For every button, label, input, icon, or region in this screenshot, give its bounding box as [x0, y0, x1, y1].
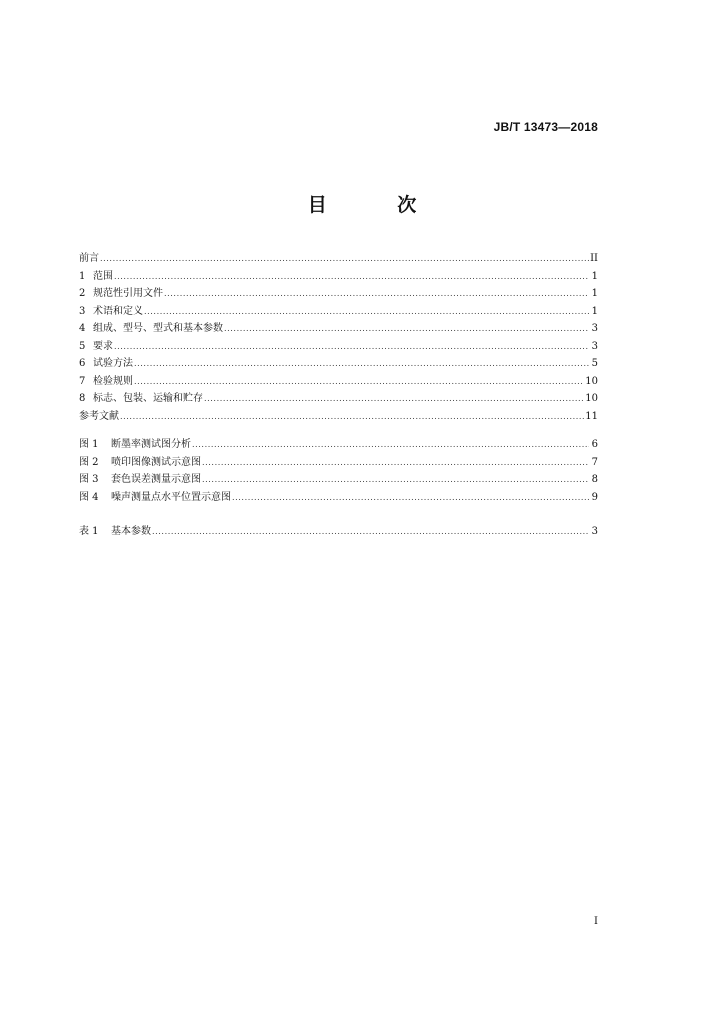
toc-entry-number: 7 — [79, 375, 86, 387]
toc-entry-title: 标志、包装、运输和贮存 — [93, 393, 203, 404]
toc-entry-number: 8 — [79, 393, 86, 404]
figure-title: 噪声测量点水平位置示意图 — [111, 491, 231, 503]
figure-number: 图 2 — [79, 456, 99, 468]
dot-leader — [224, 320, 589, 338]
dot-leader — [134, 355, 589, 373]
toc-figure-4[interactable] — [79, 489, 598, 507]
toc-entry-page: 3 — [591, 323, 598, 334]
toc-entry-title: 要求 — [93, 340, 113, 352]
dot-leader — [134, 373, 584, 391]
toc-entry-page: 1 — [591, 305, 598, 317]
toc-entry-number: 4 — [79, 323, 86, 334]
toc-entry-page: 1 — [591, 288, 598, 299]
toc-main-list — [79, 250, 598, 425]
toc-entry-page: 10 — [585, 375, 598, 387]
toc-entry-page: 3 — [591, 340, 598, 352]
figure-title: 喷印图像测试示意图 — [111, 456, 201, 468]
toc-figure-3[interactable] — [79, 471, 598, 489]
toc-entry-4[interactable] — [79, 320, 598, 338]
standard-code: JB/T 13473—2018 — [493, 120, 598, 134]
toc-entry-8[interactable] — [79, 390, 598, 408]
dot-leader — [152, 523, 589, 541]
table-page: 3 — [591, 526, 598, 537]
figure-page: 6 — [591, 439, 598, 450]
toc-entry-title: 检验规则 — [93, 375, 133, 387]
toc-entry-title: 参考文献 — [79, 410, 119, 422]
figure-page: 9 — [591, 491, 598, 503]
toc-entry-2[interactable] — [79, 285, 598, 303]
toc-figures-list — [79, 436, 598, 506]
figure-number: 图 1 — [79, 439, 99, 450]
toc-entry-title: 试验方法 — [93, 358, 133, 369]
toc-entry-number: 6 — [79, 358, 86, 369]
dot-leader — [144, 303, 589, 321]
figure-title: 套色误差测量示意图 — [111, 474, 201, 485]
toc-figure-2[interactable] — [79, 454, 598, 472]
toc-entry-page: II — [590, 253, 598, 264]
dot-leader — [164, 285, 589, 303]
table-number: 表 1 — [79, 526, 99, 537]
toc-entry-6[interactable] — [79, 355, 598, 373]
toc-entry-references[interactable] — [79, 408, 598, 426]
toc-figure-1[interactable] — [79, 436, 598, 454]
dot-leader — [120, 408, 584, 426]
toc-entry-3[interactable] — [79, 303, 598, 321]
toc-table-1[interactable] — [79, 523, 598, 541]
toc-entry-title: 范围 — [93, 270, 113, 282]
toc-entry-title: 前言 — [79, 253, 99, 264]
toc-entry-foreword[interactable] — [79, 250, 598, 268]
figure-page: 8 — [591, 474, 598, 485]
figure-page: 7 — [591, 456, 598, 468]
dot-leader — [202, 454, 589, 472]
toc-entry-page: 10 — [585, 393, 598, 404]
dot-leader — [204, 390, 584, 408]
toc-tables-list — [79, 523, 598, 541]
toc-entry-number: 3 — [79, 305, 86, 317]
toc-entry-title: 术语和定义 — [93, 305, 143, 317]
table-title: 基本参数 — [111, 526, 151, 537]
toc-entry-number: 5 — [79, 340, 86, 352]
footer-page-number: I — [594, 916, 598, 927]
dot-leader — [192, 436, 589, 454]
toc-entry-number: 2 — [79, 288, 86, 299]
dot-leader — [114, 338, 589, 356]
toc-entry-title: 规范性引用文件 — [93, 288, 163, 299]
dot-leader — [100, 250, 589, 268]
toc-entry-5[interactable] — [79, 338, 598, 356]
figure-number: 图 4 — [79, 491, 99, 503]
toc-entry-page: 11 — [585, 410, 598, 422]
dot-leader — [232, 489, 589, 507]
toc-entry-page: 5 — [591, 358, 598, 369]
page-title: 目 次 — [307, 194, 449, 216]
figure-number: 图 3 — [79, 474, 99, 485]
figure-title: 断墨率测试图分析 — [111, 439, 191, 450]
toc-entry-1[interactable] — [79, 268, 598, 286]
dot-leader — [114, 268, 589, 286]
toc-entry-number: 1 — [79, 270, 86, 282]
toc-entry-page: 1 — [591, 270, 598, 282]
dot-leader — [202, 471, 589, 489]
toc-entry-title: 组成、型号、型式和基本参数 — [93, 323, 223, 334]
toc-entry-7[interactable] — [79, 373, 598, 391]
